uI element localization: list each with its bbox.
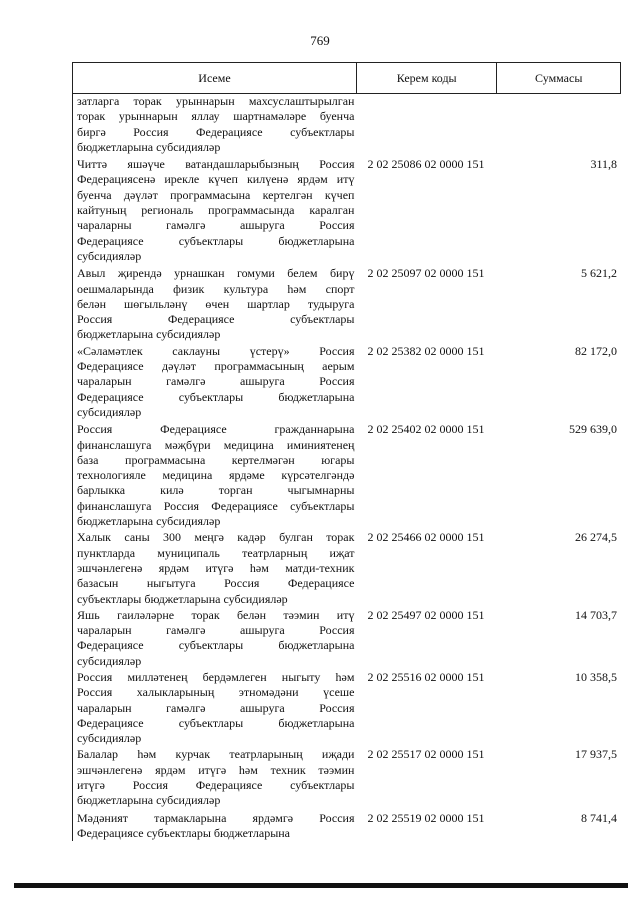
row-code: 2 02 25516 02 0000 151 <box>367 669 485 684</box>
row-sum: 5 621,2 <box>581 266 617 281</box>
table-row <box>73 747 621 808</box>
row-name-line: чараларын гамәлгә ашыруга Россия <box>77 700 355 715</box>
row-name-line: Федерациясе субъектлары бюджетларына <box>77 233 355 248</box>
row-code: 2 02 25382 02 0000 151 <box>367 343 485 358</box>
row-name-line: эшчәнлегенә ярдәм итүгә һәм матди-техник <box>77 560 355 575</box>
row-name <box>73 266 357 342</box>
row-code: 2 02 25402 02 0000 151 <box>367 422 485 437</box>
row-code: 2 02 25097 02 0000 151 <box>367 266 485 281</box>
row-name <box>73 344 357 420</box>
row-name-line: база программасына кертелмәгән югары <box>77 452 355 467</box>
row-sum: 311,8 <box>590 157 617 172</box>
table-body <box>72 94 621 841</box>
row-name-line: оешмаларында физик культура һәм спорт <box>77 281 355 296</box>
row-name-line: Россия халыкларының этномәдәни үсеше <box>77 685 355 700</box>
row-code: 2 02 25519 02 0000 151 <box>367 810 485 825</box>
row-name-line: финанслашуга мәҗбүри медицина иминиятенең <box>77 437 355 452</box>
header-name: Исеме <box>73 63 357 93</box>
row-sum: 17 937,5 <box>575 747 617 762</box>
row-code: 2 02 25086 02 0000 151 <box>367 157 485 172</box>
row-name-line: барлыкка килә торган чыгымнарны <box>77 483 355 498</box>
row-name <box>73 811 357 842</box>
row-sum: 82 172,0 <box>575 343 617 358</box>
row-code: 2 02 25497 02 0000 151 <box>367 607 485 622</box>
row-name-line: белән шөгыльләнү өчен шартлар тудыруга <box>77 296 355 311</box>
page-number: 769 <box>310 33 330 48</box>
row-name <box>73 670 357 746</box>
row-name-line: Россия Федерациясе гражданнарына <box>77 422 355 437</box>
row-name-line: кайтуның региональ программасында каралган <box>77 203 355 218</box>
row-sum: 529 639,0 <box>569 422 617 437</box>
row-name <box>73 94 357 155</box>
table-row <box>73 266 621 342</box>
table-row <box>73 811 621 842</box>
row-name-line: итүгә Россия Федерациясе субъектлары <box>77 778 355 793</box>
row-code <box>357 94 498 155</box>
row-name-line: технологияле медицина ярдәме күрсәтелгәндә <box>77 468 355 483</box>
row-name-line: Халык саны 300 меңгә кадәр булган торак <box>77 530 355 545</box>
row-name-line: Россия Федерациясе субъектлары <box>77 312 355 327</box>
row-name-line: субсидияләр <box>77 404 142 419</box>
row-sum: 10 358,5 <box>575 669 617 684</box>
row-name-line: Федерациясе субъектлары бюджетларына <box>77 825 291 840</box>
row-name-line: Федерациясе дәүләт программасының аерым <box>77 359 355 374</box>
table-row <box>73 608 621 669</box>
row-sum <box>498 94 621 155</box>
row-name-line: бюджетларына субсидияләр <box>77 793 221 808</box>
row-name-line: субсидияләр <box>77 248 142 263</box>
row-code: 2 02 25517 02 0000 151 <box>367 747 485 762</box>
row-name-line: субсидияләр <box>77 653 142 668</box>
row-name-line: чараларны гамәлгә ашыруга Россия <box>77 218 355 233</box>
row-name-line: базасын ныгытуга Россия Федерациясе <box>77 576 355 591</box>
row-sum: 26 274,5 <box>575 530 617 545</box>
row-name-line: финанслашуга Россия Федерациясе субъектлары <box>77 498 355 513</box>
row-name-line: Мәдәният тармакларына ярдәмгә Россия <box>77 810 355 825</box>
header-sum: Суммасы <box>535 70 583 85</box>
row-name-line: Федерациясе субъектлары бюджетларына <box>77 715 355 730</box>
header-code: Керем коды <box>357 63 497 93</box>
row-name <box>73 157 357 264</box>
row-name-line: Балалар һәм курчак театрларының иҗади <box>77 747 355 762</box>
row-name-line: субсидияләр <box>77 731 142 746</box>
row-name-line: затларга торак урыннарын махсуслаштырылган <box>77 94 355 108</box>
table-row <box>73 530 621 606</box>
row-name <box>73 747 357 808</box>
row-name-line: чараларын гамәлгә ашыруга Россия <box>77 623 355 638</box>
row-name-line: Федерациясе субъектлары бюджетларына <box>77 389 355 404</box>
row-name-line: бюджетларына субсидияләр <box>77 327 221 342</box>
row-name-line: Россия милләтенең бердәмлеген ныгыту һәм <box>77 669 355 684</box>
row-name-line: Яшь гаиләләрне торак белән тәэмин итү <box>77 607 355 622</box>
row-name-line: «Сәламәтлек саклауны үстерү» Россия <box>77 343 355 358</box>
row-name-line: бюджетларына субсидияләр <box>77 514 221 529</box>
table-row <box>73 422 621 529</box>
table-header <box>72 62 621 94</box>
row-name-line: эшчәнлегенә ярдәм итүгә һәм техник тәэмин <box>77 762 355 777</box>
row-name-line: Федерациясенә ирекле күчеп килүенә ярдәм итү <box>77 172 355 187</box>
page-bottom-rule <box>14 883 628 888</box>
table-row <box>73 670 621 746</box>
row-code: 2 02 25466 02 0000 151 <box>367 530 485 545</box>
row-name-line: чараларын гамәлгә ашыруга Россия <box>77 374 355 389</box>
row-name-line: торак урыннарын яллау шартнамәләре буенча <box>77 109 355 124</box>
table-row <box>73 344 621 420</box>
row-name-line: биргә Россия Федерациясе субъектлары <box>77 124 355 139</box>
table-row <box>73 94 621 155</box>
row-name-line: субъектлары бюджетларына субсидияләр <box>77 591 288 606</box>
table-row <box>73 157 621 264</box>
row-name-line: Читтә яшәүче ватандашларыбызның Россия <box>77 157 355 172</box>
row-name <box>73 530 357 606</box>
row-name-line: буенча дәүләт программасына кертелгән күчеп <box>77 187 355 202</box>
row-name-line: пунктларда муниципаль театрларның иҗат <box>77 545 355 560</box>
row-name <box>73 608 357 669</box>
subsidies-table <box>72 62 621 841</box>
row-sum: 8 741,4 <box>581 810 617 825</box>
row-name-line: Авыл җирендә урнашкан гомуми белем бирү <box>77 266 355 281</box>
row-name <box>73 422 357 529</box>
row-name-line: бюджетларына субсидияләр <box>77 139 221 154</box>
row-name-line: Федерациясе субъектлары бюджетларына <box>77 638 355 653</box>
row-sum: 14 703,7 <box>575 607 617 622</box>
